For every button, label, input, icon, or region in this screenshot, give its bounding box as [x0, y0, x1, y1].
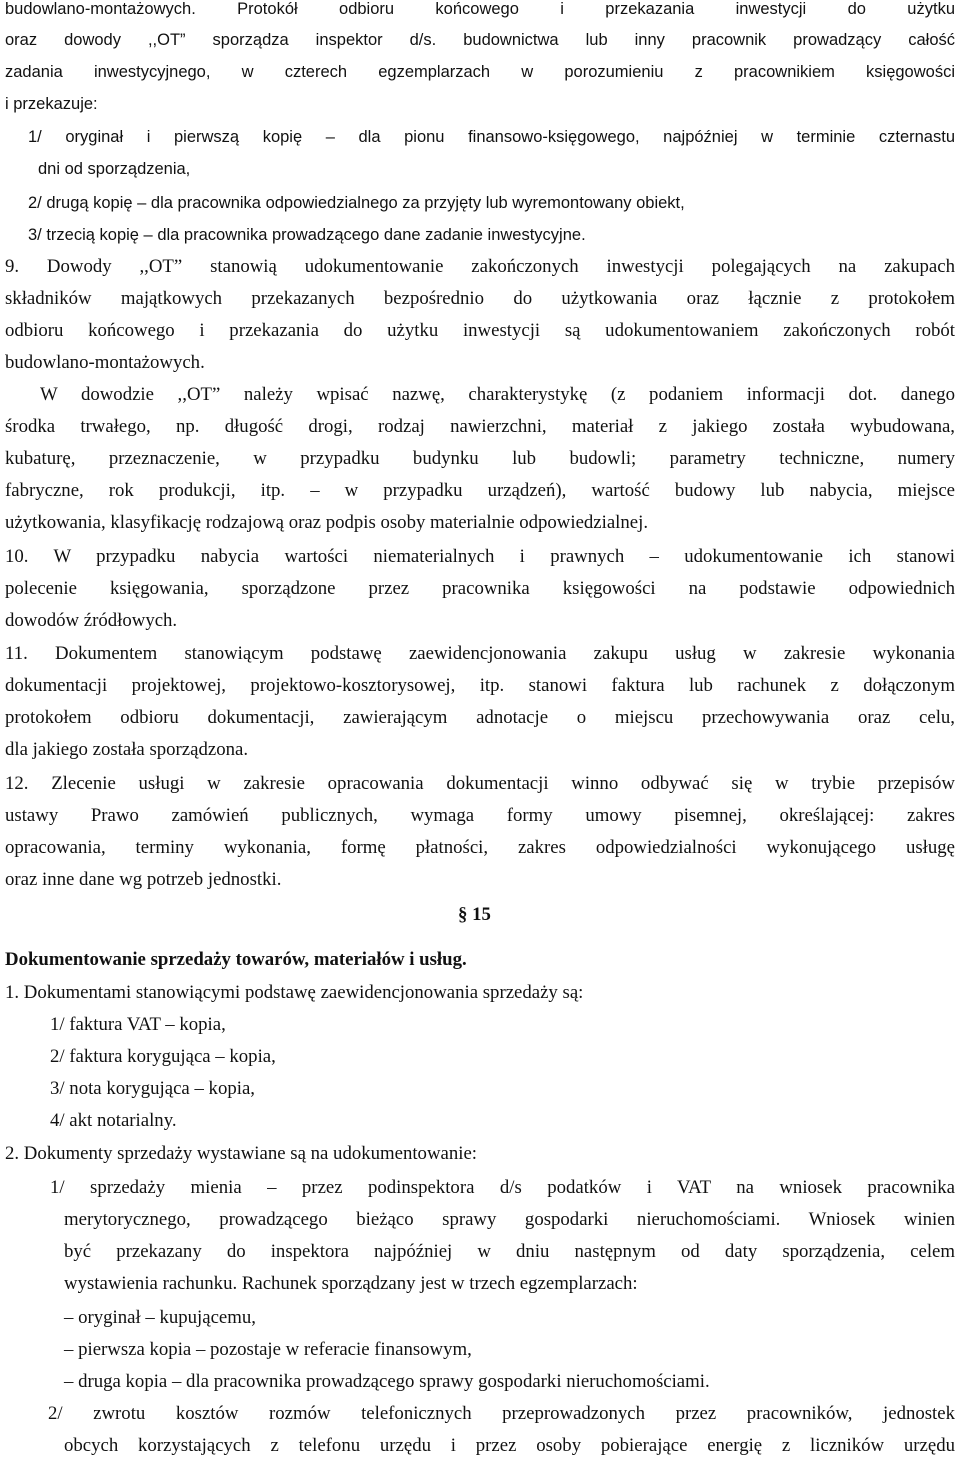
text-line: zadania inwestycyjnego, w czterech egzemplarzach w porozumieniu z pracownikiem księgowości — [5, 63, 955, 81]
text-line: być przekazany do inspektora najpóźniej w dniu następnym od daty sporządzenia, celem — [64, 1241, 955, 1262]
text-line: kubaturę, przeznaczenie, w przypadku budynku lub budowli; parametry techniczne, numery — [5, 448, 955, 469]
text-line: 1. Dokumentami stanowiącymi podstawę zaewidencjonowania sprzedaży są: — [5, 982, 584, 1003]
text-line: Dokumentowanie sprzedaży towarów, materiałów i usług. — [5, 949, 467, 970]
text-line: 1/ faktura VAT – kopia, — [50, 1014, 226, 1035]
text-line: W dowodzie ,,OT” należy wpisać nazwę, charakterystykę (z podaniem informacji dot. danego — [40, 384, 955, 405]
text-line: fabryczne, rok produkcji, itp. – w przypadku urządzeń), wartość budowy lub nabycia, miejsce — [5, 480, 955, 501]
text-line: środka trwałego, np. długość drogi, rodzaj nawierzchni, materiał z jakiego została wybudowana, — [5, 416, 955, 437]
text-line: oraz inne dane wg potrzeb jednostki. — [5, 869, 282, 890]
text-line: 1/ oryginał i pierwszą kopię – dla pionu finansowo-księgowego, najpóźniej w terminie czternastu — [28, 128, 955, 146]
text-line: wystawienia rachunku. Rachunek sporządzany jest w trzech egzemplarzach: — [64, 1273, 638, 1294]
text-line: budowlano-montażowych. — [5, 352, 205, 373]
text-line: opracowania, terminy wykonania, formę płatności, zakres odpowiedzialności wykonującego usługę — [5, 837, 955, 858]
text-line: 2. Dokumenty sprzedaży wystawiane są na udokumentowanie: — [5, 1143, 478, 1164]
text-line: użytkowania, klasyfikację rodzajową oraz podpis osoby materialnie odpowiedzialnej. — [5, 512, 649, 533]
text-line: polecenie księgowania, sporządzone przez pracownika księgowości na podstawie odpowiednich — [5, 578, 955, 599]
text-line: 2/ drugą kopię – dla pracownika odpowiedzialnego za przyjęty lub wyremontowany obiekt, — [28, 194, 685, 212]
text-line: 4/ akt notarialny. — [50, 1110, 177, 1131]
text-line: dowodów źródłowych. — [5, 610, 178, 631]
text-line: odbioru końcowego i przekazania do użytku inwestycji są udokumentowaniem zakończonych robót — [5, 320, 955, 341]
text-line: dla jakiego została sporządzona. — [5, 739, 249, 760]
text-line: obcych korzystających z telefonu urzędu i przez osoby pobierające energię z liczników urzędu — [64, 1435, 955, 1456]
text-line: 2/ zwrotu kosztów rozmów telefonicznych przeprowadzonych przez pracowników, jednostek — [48, 1403, 955, 1424]
text-line: merytorycznego, prowadzącego bieżąco sprawy gospodarki nieruchomościami. Wniosek winien — [64, 1209, 955, 1230]
text-line: 11. Dokumentem stanowiącym podstawę zaewidencjonowania zakupu usług w zakresie wykonania — [5, 643, 955, 664]
text-line: 3/ nota korygująca – kopia, — [50, 1078, 255, 1099]
text-line: ustawy Prawo zamówień publicznych, wymaga formy umowy pisemnej, określającej: zakres — [5, 805, 955, 826]
text-line: 2/ faktura korygująca – kopia, — [50, 1046, 276, 1067]
text-line: oraz dowody ,,OT” sporządza inspektor d/s. budownictwa lub inny pracownik prowadzący całość — [5, 31, 955, 49]
text-line: 10. W przypadku nabycia wartości niematerialnych i prawnych – udokumentowanie ich stanowi — [5, 546, 955, 567]
text-line: protokołem odbioru dokumentacji, zawierającym adnotacje o miejscu przechowywania oraz celu, — [5, 707, 955, 728]
text-line: 1/ sprzedaży mienia – przez podinspektora d/s podatków i VAT na wniosek pracownika — [50, 1177, 955, 1198]
text-line: składników majątkowych przekazanych bezpośrednio do użytkowania oraz łącznie z protokołem — [5, 288, 955, 309]
text-line: dni od sporządzenia, — [38, 160, 191, 178]
text-line: dokumentacji projektowej, projektowo-kosztorysowej, itp. stanowi faktura lub rachunek z dołączonym — [5, 675, 955, 696]
text-line: § 15 — [458, 904, 491, 925]
text-line: – druga kopia – dla pracownika prowadzącego sprawy gospodarki nieruchomościami. — [64, 1371, 710, 1392]
text-line: 12. Zlecenie usługi w zakresie opracowania dokumentacji winno odbywać się w trybie przepisów — [5, 773, 955, 794]
text-line: 3/ trzecią kopię – dla pracownika prowadzącego dane zadanie inwestycyjne. — [28, 226, 586, 244]
text-line: – pierwsza kopia – pozostaje w referacie finansowym, — [64, 1339, 472, 1360]
text-line: 9. Dowody ,,OT” stanowią udokumentowanie zakończonych inwestycji polegających na zakupach — [5, 256, 955, 277]
text-line: – oryginał – kupującemu, — [64, 1307, 256, 1328]
text-line: i przekazuje: — [5, 95, 98, 113]
text-line: budowlano-montażowych. Protokół odbioru końcowego i przekazania inwestycji do użytku — [5, 0, 955, 18]
